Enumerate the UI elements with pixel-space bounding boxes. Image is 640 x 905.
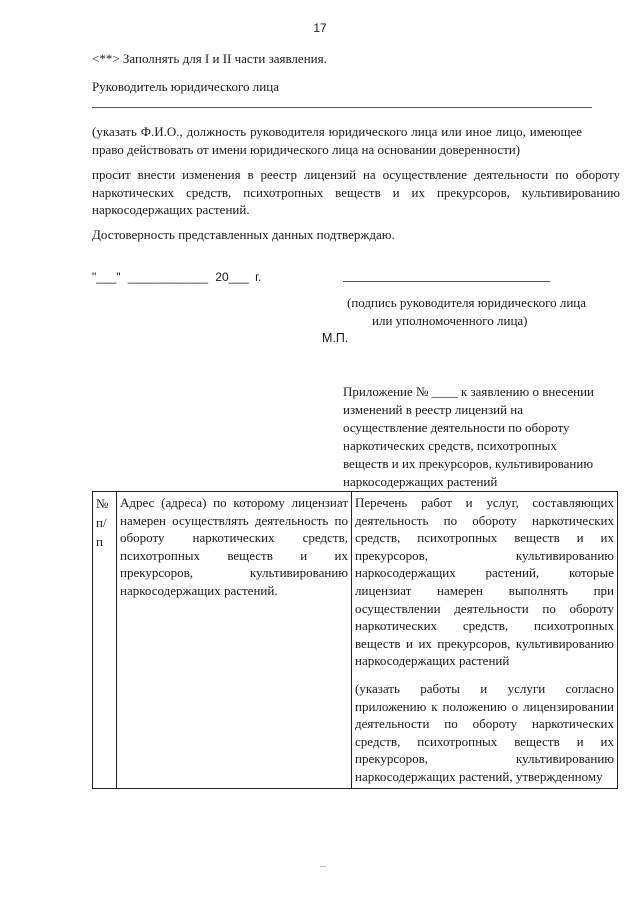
date-close-quote: " [116, 270, 121, 284]
head-label: Руководитель юридического лица [92, 79, 279, 94]
header-address-text: Адрес (адреса) по которому лицензиат намерен осуществлять деятельность по обороту наркотических средств, психотропных веществ и их прекурсоров, культивированию наркосодержащих растений. [120, 495, 348, 598]
date-open-quote: " [92, 270, 97, 284]
request-paragraph: просит внести изменения в реестр лицензий на осуществление деятельности по обороту наркотических средств, психотропных веществ и их прекурсоров, культивированию наркосодержащих растений. [92, 167, 620, 217]
date-year-prefix: 20 [215, 270, 229, 284]
date-year-blank: ___ [228, 270, 249, 284]
signature-caption-1: (подпись руководителя юридического лица [347, 295, 587, 310]
confirm-text: Достоверность представленных данных подтверждаю. [92, 227, 395, 242]
signature-caption-2: или уполномоченного лица) [372, 313, 528, 328]
table-row [93, 492, 618, 789]
seal-label: М.П. [322, 331, 349, 345]
head-hint: (указать Ф.И.О., должность руководителя юридического лица или иное лицо, имеющее право действовать от имени юридического лица на основании доверенности) [92, 124, 582, 157]
scan-mark [320, 866, 326, 867]
services-table [92, 491, 618, 789]
header-number-text: № п/п [96, 496, 109, 549]
appendix-text: Приложение № ____ к заявлению о внесении изменений в реестр лицензий на осуществление деятельности по обороту наркотических средств, психотропных веществ и их прекурсоров, культивированию наркосодержащих растений [343, 384, 594, 489]
date-year-suffix: г. [255, 270, 262, 284]
signature-line [343, 281, 550, 282]
header-services-note: (указать работы и услуги согласно приложению к положению о лицензировании деятельности по обороту наркотических средств, психотропных веществ и их прекурсоров, культивированию наркосодержащих растений, утвержденному [355, 680, 614, 784]
head-name-line [92, 107, 592, 108]
page-number: 17 [313, 21, 327, 35]
table-header-services [352, 492, 618, 789]
table-header-address [117, 492, 352, 789]
date-month-blank: ____________ [127, 270, 208, 284]
date-line [92, 269, 261, 286]
table-header-number [93, 492, 117, 789]
date-day-blank: ___ [96, 270, 117, 284]
header-services-text: Перечень работ и услуг, составляющих деятельность по обороту наркотических средств, психотропных веществ и их прекурсоров, культивированию наркосодержащих растений, которые лицензиат намерен выполнять при осуществлении деятельности по обороту наркотических средств, психотропных веществ и их прекурсоров, культивированию наркосодержащих растений [355, 495, 614, 669]
footnote-text: <**> Заполнять для I и II части заявления. [92, 51, 327, 66]
